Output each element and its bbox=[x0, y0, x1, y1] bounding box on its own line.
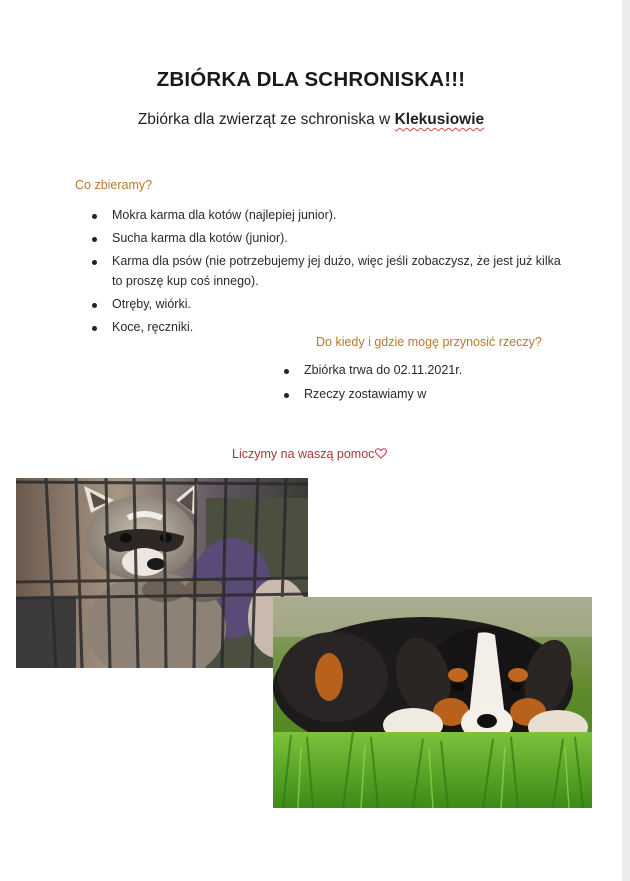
heart-outline-icon bbox=[375, 448, 387, 459]
subtitle-place: Klekusiowie bbox=[394, 111, 485, 128]
list-item: Koce, ręczniki. bbox=[92, 318, 562, 338]
section1-heading: Co zbieramy? bbox=[75, 178, 153, 192]
list-item: Mokra karma dla kotów (najlepiej junior). bbox=[92, 206, 562, 226]
raccoon-photo bbox=[16, 478, 308, 668]
poster-title: ZBIÓRKA DLA SCHRONISKA!!! bbox=[156, 68, 466, 91]
closing-line bbox=[232, 447, 387, 461]
section2-heading: Do kiedy i gdzie mogę przynosić rzeczy? bbox=[316, 335, 542, 349]
closing-text: Liczymy na waszą pomoc bbox=[232, 447, 375, 461]
subtitle-text: Zbiórka dla zwierząt ze schroniska w bbox=[137, 111, 395, 128]
list-item: Zbiórka trwa do 02.11.2021r. bbox=[284, 361, 584, 381]
page-edge bbox=[622, 0, 630, 881]
dropoff-list bbox=[284, 361, 584, 408]
list-item: Karma dla psów (nie potrzebujemy jej dużo, więc jeśli zobaczysz, że jest już kilka to proszę kup coś innego). bbox=[92, 252, 562, 291]
collection-list bbox=[92, 206, 562, 341]
list-item: Otręby, wiórki. bbox=[92, 295, 562, 315]
list-item: Rzeczy zostawiamy w bbox=[284, 385, 584, 405]
list-item: Sucha karma dla kotów (junior). bbox=[92, 229, 562, 249]
poster-subtitle bbox=[0, 111, 622, 129]
puppy-photo bbox=[273, 597, 592, 808]
